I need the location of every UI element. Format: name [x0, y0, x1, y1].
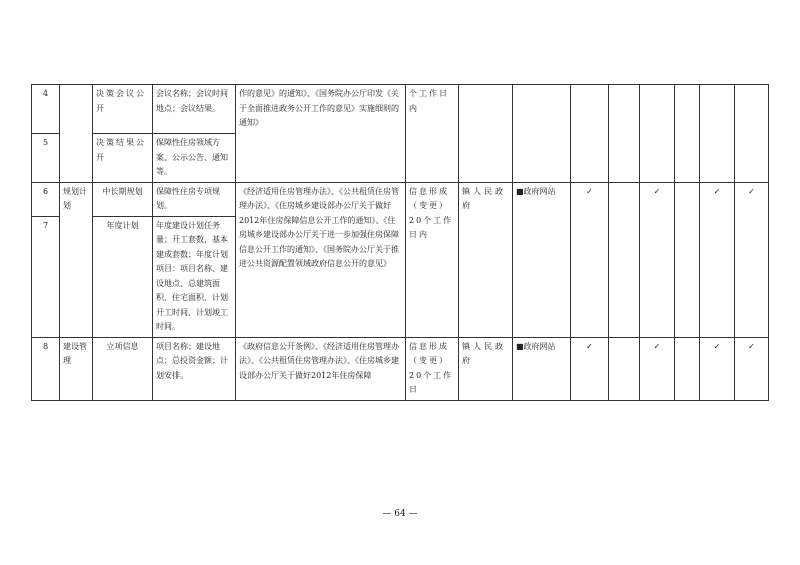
row-number: 5	[32, 134, 60, 183]
disclosure-time: 个工作日内	[406, 85, 459, 183]
item-name: 立项信息	[93, 337, 153, 400]
check-cell	[675, 85, 700, 183]
page-number: — 64 —	[382, 509, 418, 519]
check-cell	[675, 337, 700, 400]
check-mark: ✓	[640, 182, 675, 337]
item-content: 会议名称；会议时间地点；会议结果。	[153, 85, 236, 134]
disclosure-table	[31, 84, 769, 401]
row-number: 6	[32, 182, 60, 216]
table-row	[32, 182, 769, 216]
item-content: 项目名称；建设地点；总投资金额；计划安排。	[153, 337, 236, 400]
check-mark: ✓	[571, 182, 609, 337]
check-mark: ✓	[640, 337, 675, 400]
category-label: 建设管理	[60, 337, 93, 400]
check-cell	[700, 85, 735, 183]
responsible-dept: 镇人民政府	[459, 337, 513, 400]
table-row	[32, 85, 769, 134]
channel	[513, 85, 571, 183]
table-row	[32, 337, 769, 400]
check-cell	[609, 182, 640, 337]
category-cell-empty	[60, 85, 93, 183]
item-name: 年度计划	[93, 216, 153, 337]
legal-basis: 《政府信息公开条例》、《经济适用住房管理办法》、《公共租赁住房管理办法》、《住房城乡建设部办公厅关于做好2012年住房保障	[236, 337, 406, 400]
item-name: 决策结果公开	[93, 134, 153, 183]
check-cell	[735, 85, 769, 183]
check-cell	[609, 337, 640, 400]
check-mark: ✓	[735, 337, 769, 400]
check-cell	[675, 182, 700, 337]
item-content: 保障性住房专项规划。	[153, 182, 236, 216]
check-cell	[571, 85, 609, 183]
disclosure-time: 信息形成（变更）20个工作日内	[406, 182, 459, 337]
item-content: 保障性住房领域方案、公示公告、通知等。	[153, 134, 236, 183]
row-number: 8	[32, 337, 60, 400]
check-mark: ✓	[700, 337, 735, 400]
category-label: 规划计划	[60, 182, 93, 337]
legal-basis: 《经济适用住房管理办法》、《公共租赁住房管理办法》、《住房城乡建设部办公厅关于做好2012年住房保障信息公开工作的通知》、《住房城乡建设部办公厅关于进一步加强住房保障信息公开工作的通知》、《国务院办公厅关于推进公共资源配置领域政府信息公开的意见》	[236, 182, 406, 337]
item-name: 中长期规划	[93, 182, 153, 216]
check-mark: ✓	[735, 182, 769, 337]
legal-basis: 作的意见》的通知》、《国务院办公厅印发《关于全面推进政务公开工作的意见》实施细则的通知》	[236, 85, 406, 183]
channel: ■政府网站	[513, 182, 571, 337]
disclosure-time: 信息形成（变更）20个工作日	[406, 337, 459, 400]
channel: ■政府网站	[513, 337, 571, 400]
item-content: 年度建设计划任务量；开工套数，基本建成套数；年度计划项目：项目名称、建设地点、总建筑面积、住宅面积、计划开工时间、计划竣工时间。	[153, 216, 236, 337]
item-name: 决策会议公开	[93, 85, 153, 134]
responsible-dept	[459, 85, 513, 183]
responsible-dept: 镇人民政府	[459, 182, 513, 337]
row-number: 7	[32, 216, 60, 337]
check-mark: ✓	[571, 337, 609, 400]
row-number: 4	[32, 85, 60, 134]
check-cell	[640, 85, 675, 183]
check-cell	[609, 85, 640, 183]
check-mark: ✓	[700, 182, 735, 337]
